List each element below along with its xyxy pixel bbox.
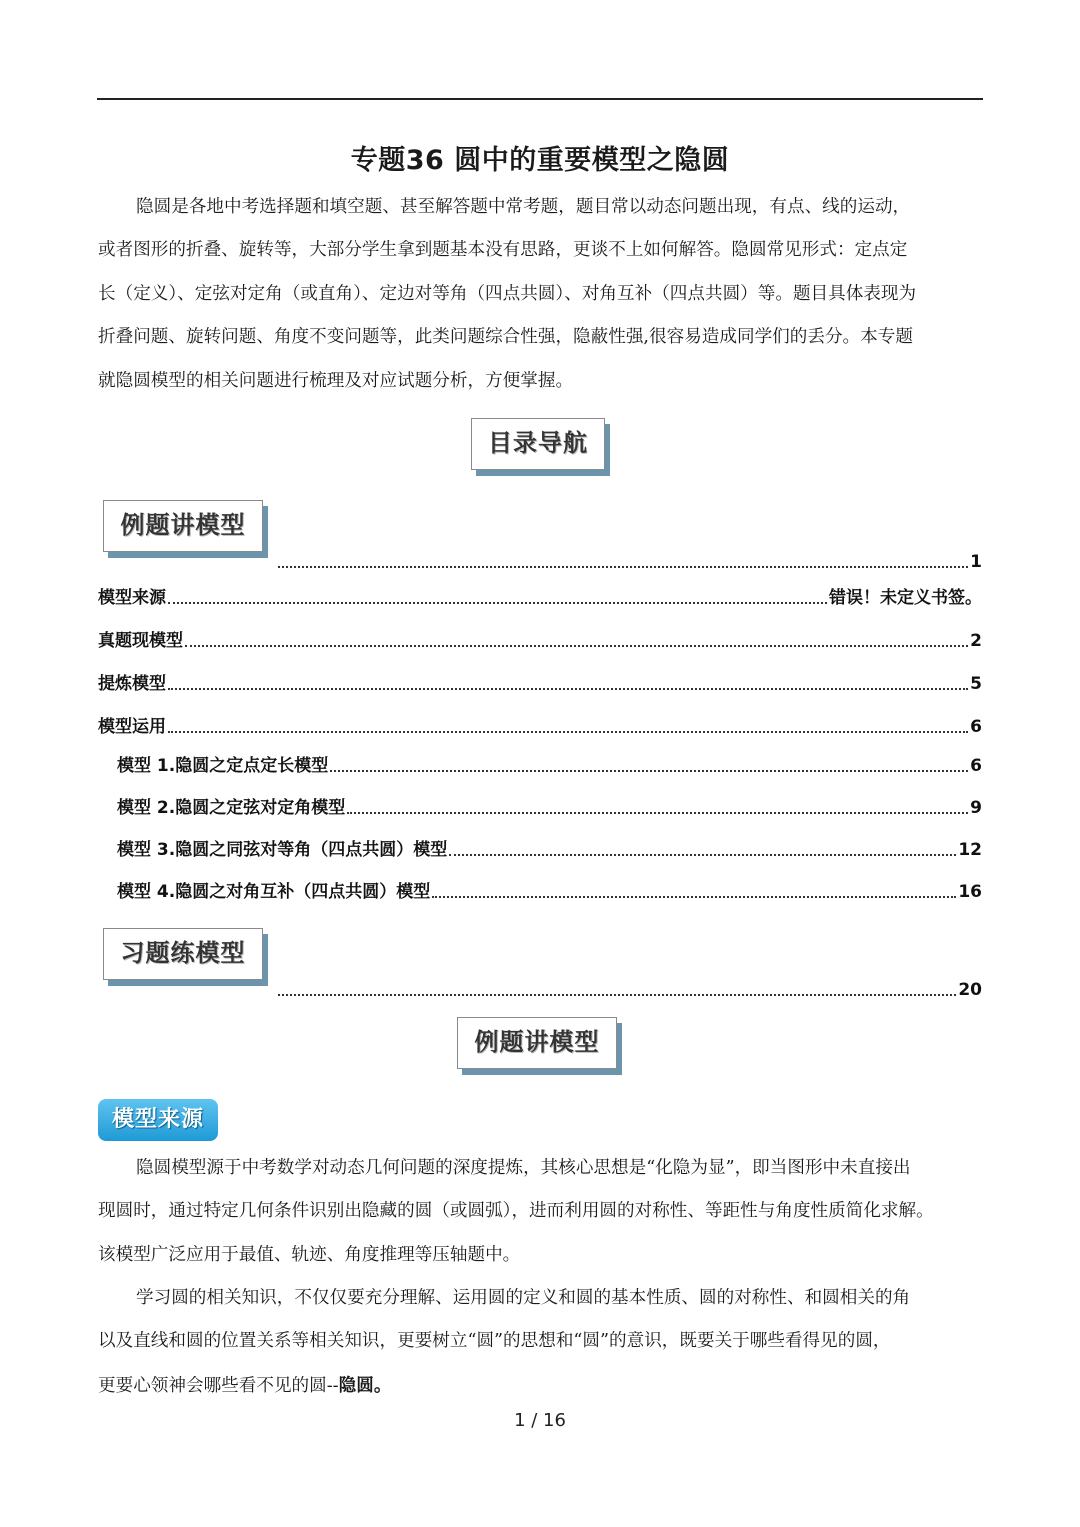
toc-leader [330,770,968,772]
toc-leader [347,812,968,814]
hidden-circle-emphasis: 隐圆。 [338,1374,392,1396]
toc-page: 6 [970,717,982,737]
toc-label: 模型 1.隐圆之定点定长模型 [117,756,329,776]
toc-page: 5 [970,674,982,694]
model-source-tag: 模型来源 [98,1099,218,1141]
intro-line: 长（定义）、定弦对定角（或直角）、定边对等角（四点共圆）、对角互补（四点共圆）等。题目具体表现为 [98,283,917,304]
toc-heading: 目录导航 [471,418,605,470]
toc-entry[interactable] [98,629,982,651]
toc-entry[interactable] [98,586,982,608]
toc-leader [168,731,968,733]
toc-leader [168,688,968,690]
toc-label: 模型 3.隐圆之同弦对等角（四点共圆）模型 [117,840,448,860]
toc-entry[interactable] [117,796,982,818]
intro-line: 折叠问题、旋转问题、角度不变问题等，此类问题综合性强，隐蔽性强,很容易造成同学们的丢分。本专题 [98,327,913,348]
toc-page: 6 [970,756,982,776]
toc-leader [278,994,956,996]
toc-page: 12 [958,840,982,860]
toc-label: 模型 4.隐圆之对角互补（四点共圆）模型 [117,882,431,902]
toc-section-examples-label: 例题讲模型 [103,500,263,552]
toc-page: 16 [958,882,982,902]
section-heading: 例题讲模型 [457,1017,617,1069]
toc-label: 提炼模型 [98,674,166,694]
source-line: 学习圆的相关知识，不仅仅要充分理解、运用圆的定义和圆的基本性质、圆的对称性、和圆相关的角 [136,1288,911,1308]
toc-label: 模型来源 [98,588,166,608]
intro-line: 隐圆是各地中考选择题和填空题、甚至解答题中常考题，题目常以动态问题出现，有点、线的运动， [136,197,911,217]
toc-leader [185,645,968,647]
toc-page: 9 [970,798,982,818]
toc-page: 1 [970,552,982,572]
toc-entry[interactable] [117,880,982,902]
toc-leader [449,854,956,856]
source-line: 该模型广泛应用于最值、轨迹、角度推理等压轴题中。 [98,1244,521,1265]
toc-entry-exercises[interactable] [276,978,982,1000]
toc-leader [168,602,827,604]
source-paragraph-2 [98,1277,982,1408]
toc-entry[interactable] [117,838,982,860]
page-number: 1 / 16 [514,1410,566,1431]
toc-label: 模型 2.隐圆之定弦对定角模型 [117,798,346,818]
toc-entry[interactable] [98,672,982,694]
toc-page: 20 [958,980,982,1000]
intro-line: 或者图形的折叠、旋转等，大部分学生拿到题基本没有思路，更谈不上如何解答。隐圆常见形式：定点定 [98,240,908,261]
toc-label: 模型运用 [98,717,166,737]
toc-leader [278,566,968,568]
intro-line: 就隐圆模型的相关问题进行梳理及对应试题分析，方便掌握。 [98,370,574,391]
toc-leader [432,896,956,898]
source-line: 以及直线和圆的位置关系等相关知识，更要树立“圆”的思想和“圆”的意识，既要关于哪些看得见的圆， [98,1331,891,1352]
toc-entry[interactable] [117,754,982,776]
source-paragraph-1 [98,1147,982,1277]
header-rule [97,98,983,100]
source-line-last [98,1364,982,1408]
toc-entry[interactable] [98,715,982,737]
toc-section-exercises-label: 习题练模型 [103,928,263,980]
intro-paragraph [98,186,982,403]
toc-entry-examples[interactable] [276,550,982,572]
toc-page: 2 [970,631,982,651]
toc-label: 真题现模型 [98,631,183,651]
page-title: 专题36 圆中的重要模型之隐圆 [350,145,730,176]
source-line-text: 更要心领神会哪些看不见的圆-- [98,1375,339,1396]
source-line: 隐圆模型源于中考数学对动态几何问题的深度提炼，其核心思想是“化隐为显”，即当图形中未直接出 [136,1158,911,1178]
toc-page: 错误！未定义书签。 [829,588,982,608]
source-line: 现圆时，通过特定几何条件识别出隐藏的圆（或圆弧），进而利用圆的对称性、等距性与角度性质简化求解。 [98,1201,934,1222]
